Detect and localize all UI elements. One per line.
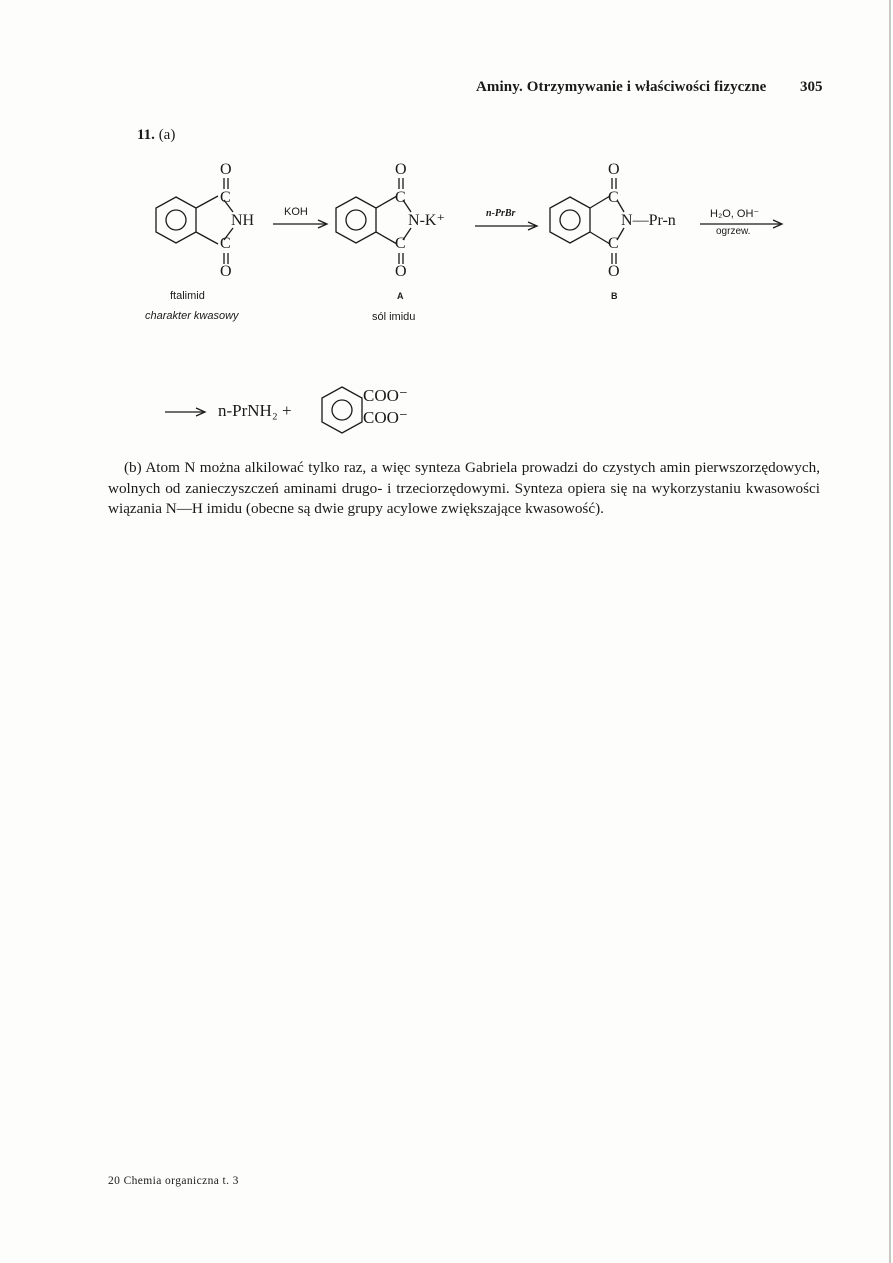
running-title: Aminy. Otrzymywanie i właściwości fizyczne [476, 79, 767, 95]
atom-c-bottom-1: C [220, 235, 231, 252]
arrow-prbr [475, 222, 537, 230]
atom-o-top-a: O [395, 161, 407, 178]
caption-ftalimid: ftalimid [170, 290, 205, 302]
caption-a-note: sól imidu [372, 311, 416, 323]
carboxylate-2: COO⁻ [363, 408, 408, 427]
atom-o-top-1: O [220, 161, 232, 178]
atom-nh: NH [231, 212, 255, 229]
atom-o-bottom-a: O [395, 263, 407, 280]
part-b-text: (b) Atom N można alkilować tylko raz, a więc synteza Gabriela prowadzi do czystych amin pierwszorzędowych, wolnych od zanieczyszczeń aminami drugo- i trzeciorzędowymi. Synteza opiera się na wykorzystaniu kwasowości wiązania N—H imidu (obecne są dwie grupy acylowe zwiększające kwasowość). [108, 459, 820, 517]
arrow-koh [273, 220, 327, 228]
reagent-heat: ogrzew. [716, 226, 751, 237]
potassium-counterion: -K⁺ [419, 212, 445, 229]
atom-c-top-a: C [395, 189, 406, 206]
reaction-scheme [0, 0, 893, 460]
arrow-products [165, 408, 205, 416]
atom-o-bottom-1: O [220, 263, 232, 280]
product-amine: n-PrNH₂ + [218, 401, 292, 420]
caption-ftalimid-note: charakter kwasowy [145, 310, 239, 322]
reagent-hydrolysis: H₂O, OH⁻ [710, 208, 760, 220]
atom-c-bottom-a: C [395, 235, 406, 252]
caption-a: A [397, 291, 404, 301]
atom-n-b: N—Pr-n [621, 212, 676, 229]
atom-o-bottom-b: O [608, 263, 620, 280]
reagent-prbr: n-PrBr [486, 208, 516, 219]
page-number: 305 [800, 79, 823, 95]
page-footer: 20 Chemia organiczna t. 3 [108, 1175, 239, 1187]
atom-n-a: N-K⁺ [408, 212, 445, 229]
carboxylate-1: COO⁻ [363, 386, 408, 405]
atom-c-top-b: C [608, 189, 619, 206]
reagent-koh: KOH [284, 206, 308, 218]
phthalate-structure [322, 387, 362, 433]
atom-c-top-1: C [220, 189, 231, 206]
part-a-label: (a) [158, 127, 176, 143]
atom-c-bottom-b: C [608, 235, 619, 252]
problem-number: 11. [137, 127, 155, 143]
atom-o-top-b: O [608, 161, 620, 178]
propyl-group: —Pr-n [632, 212, 676, 229]
caption-b: B [611, 291, 618, 301]
